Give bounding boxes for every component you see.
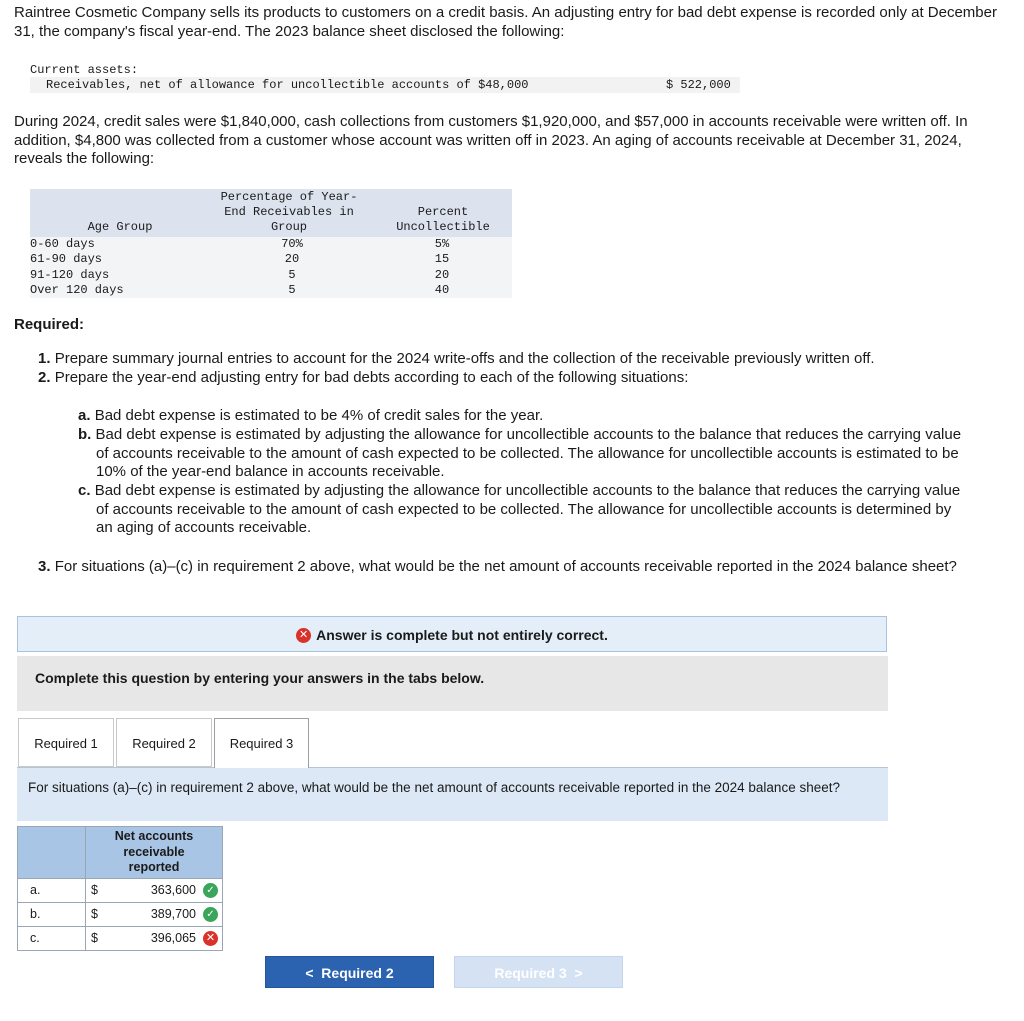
table-row [30, 252, 512, 267]
check-icon: ✓ [203, 883, 218, 898]
situation-a-label: a. [78, 407, 91, 424]
pct-uncollectible: 20 [434, 267, 450, 282]
pct-receivables: 5 [288, 282, 296, 297]
col-uncollectible-l2: Uncollectible [396, 220, 490, 234]
chevron-left-icon: < [305, 965, 314, 981]
age-group: 0-60 days [30, 237, 95, 251]
row-label: b. [18, 902, 86, 926]
answer-value: 363,600 [150, 882, 196, 897]
requirement-3-text: For situations (a)–(c) in requirement 2 above, what would be the net amount of accounts receivable reported in the 2024 balance sheet? [54, 558, 957, 575]
answer-row-c [18, 926, 223, 950]
situation-c [78, 482, 966, 538]
requirement-3 [38, 558, 1006, 577]
age-group: 91-120 days [30, 267, 110, 282]
incorrect-icon: ✕ [203, 931, 218, 946]
answer-row-a [18, 878, 223, 902]
aging-table-header [30, 189, 512, 237]
table-row [30, 283, 512, 298]
data-paragraph: During 2024, credit sales were $1,840,000, cash collections from customers $1,920,000, and $57,000 in accounts receivable were written off. In addition, $4,800 was collected from a customer whose account was written off in 2023. An aging of accounts receivable at December 31, 2024, reveals the following: [14, 113, 968, 167]
row-label: c. [18, 926, 86, 950]
next-button-label: Required 3 [494, 965, 567, 981]
age-group: 61-90 days [30, 252, 103, 267]
pct-receivables: 20 [284, 252, 300, 267]
tab-required-3[interactable]: Required 3 [214, 718, 309, 768]
currency-symbol: $ [91, 906, 98, 921]
requirement-3-number: 3. [38, 558, 51, 575]
answer-input-a[interactable] [86, 878, 223, 902]
answer-value: 396,065 [150, 930, 196, 945]
table-row [30, 268, 512, 283]
col-percentage-l2: End Receivables in [224, 205, 354, 219]
situation-a-text: Bad debt expense is estimated to be 4% of credit sales for the year. [94, 407, 544, 424]
age-group: Over 120 days [30, 282, 124, 297]
answer-value: 389,700 [150, 906, 196, 921]
instruction-bar [17, 656, 888, 711]
situation-c-text: Bad debt expense is estimated by adjusting the allowance for uncollectible accounts to the balance that reduces the carrying value of accounts receivable to the amount of cash expected to be collected. The allowance for uncollectible accounts is determined by an aging of accounts receivable. [94, 482, 961, 536]
requirement-1-text: Prepare summary journal entries to account for the 2024 write-offs and the collection of the receivable previously written off. [54, 350, 875, 367]
pct-uncollectible: 40 [434, 282, 450, 297]
prev-button[interactable] [265, 956, 434, 988]
required-title: Required: [14, 316, 85, 333]
answer-table-header [18, 827, 223, 879]
receivables-line [30, 77, 740, 93]
pct-uncollectible: 5% [434, 237, 450, 251]
table-row [30, 237, 512, 252]
receivables-value: $ 522,000 [666, 78, 731, 92]
col-uncollectible-l1: Percent [417, 205, 469, 219]
answer-table [17, 826, 223, 951]
currency-symbol: $ [91, 882, 98, 897]
intro-text: Raintree Cosmetic Company sells its products to customers on a credit basis. An adjusting entry for bad debt expense is recorded only at December 31, the company's fiscal year-end. The 2023 balance sheet disclosed the following: [14, 4, 997, 40]
tab-required-2[interactable]: Required 2 [116, 718, 212, 767]
situation-b-text: Bad debt expense is estimated by adjusting the allowance for uncollectible accounts to the balance that reduces the carrying value of accounts receivable to the amount of cash expected to be collected. The allowance for uncollectible accounts is estimated to be 10% of the year-end balance in accounts receivable. [95, 426, 962, 480]
prev-button-label: Required 2 [321, 965, 394, 981]
requirement-2-number: 2. [38, 369, 51, 386]
answer-input-b[interactable] [86, 902, 223, 926]
requirement-1 [38, 350, 1016, 369]
aging-table [30, 189, 512, 298]
next-button[interactable] [454, 956, 623, 988]
incorrect-icon: ✕ [296, 628, 311, 643]
check-icon: ✓ [203, 907, 218, 922]
net-ar-header: Net accounts receivable reported [114, 829, 194, 874]
chevron-right-icon: > [574, 965, 583, 981]
instruction-text: Complete this question by entering your answers in the tabs below. [35, 670, 485, 686]
pct-receivables: 5 [288, 267, 296, 282]
requirement-2 [38, 369, 1016, 388]
answer-row-b [18, 902, 223, 926]
col-percentage-l3: Group [270, 220, 307, 234]
pct-uncollectible: 15 [434, 252, 450, 267]
question-box [17, 768, 888, 821]
situation-b [78, 426, 966, 482]
tab-required-1[interactable]: Required 1 [18, 718, 114, 767]
answer-status-text: Answer is complete but not entirely correct. [316, 627, 608, 643]
col-percentage-l1: Percentage of Year- [220, 190, 358, 204]
current-assets-heading: Current assets: [30, 63, 139, 77]
situation-b-label: b. [78, 426, 92, 443]
receivables-label: Receivables, net of allowance for uncollectible accounts of $48,000 [46, 78, 529, 92]
currency-symbol: $ [91, 930, 98, 945]
question-text: For situations (a)–(c) in requirement 2 above, what would be the net amount of accounts receivable reported in the 2024 balance sheet? [28, 780, 840, 795]
answer-input-c[interactable] [86, 926, 223, 950]
situation-c-label: c. [78, 482, 91, 499]
answer-status-banner [17, 616, 887, 652]
situation-a [78, 407, 966, 426]
row-label: a. [18, 878, 86, 902]
requirement-1-number: 1. [38, 350, 51, 367]
pct-receivables: 70% [281, 237, 303, 251]
requirement-2-text: Prepare the year-end adjusting entry for bad debts according to each of the following situations: [54, 369, 689, 386]
col-age-group: Age Group [87, 220, 153, 234]
